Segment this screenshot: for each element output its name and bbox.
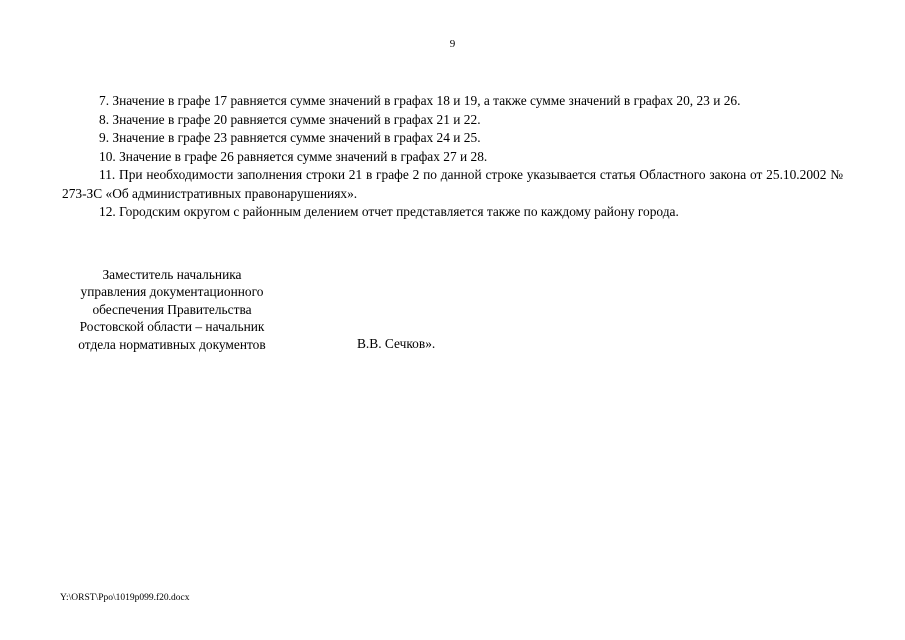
signatory-position-line: Заместитель начальника <box>102 267 242 282</box>
document-body <box>62 92 843 222</box>
paragraph-12: 12. Городским округом с районным делением отчет представляется также по каждому району города. <box>99 204 679 219</box>
signatory-position-line: Ростовской области – начальник <box>79 319 265 335</box>
signatory-position <box>52 266 292 353</box>
paragraph-11: 11. При необходимости заполнения строки 21 в графе 2 по данной строке указывается статья Областного закона от 25.10.2002 № 273-ЗС «Об административных правонарушениях». <box>62 167 843 201</box>
paragraph-9: 9. Значение в графе 23 равняется сумме значений в графах 24 и 25. <box>99 130 481 145</box>
paragraph-8: 8. Значение в графе 20 равняется сумме значений в графах 21 и 22. <box>99 111 481 127</box>
paragraph-10: 10. Значение в графе 26 равняется сумме значений в графах 27 и 28. <box>99 148 488 164</box>
paragraph-7: 7. Значение в графе 17 равняется сумме значений в графах 18 и 19, а также сумме значений в графах 20, 23 и 26. <box>99 93 741 108</box>
footer-file-path: Y:\ORST\Ppo\1019p099.f20.docx <box>60 593 190 603</box>
signatory-position-line: отдела нормативных документов <box>78 336 266 352</box>
page-number: 9 <box>449 38 456 50</box>
signatory-name: В.В. Сечков». <box>357 336 436 351</box>
signatory-position-line: обеспечения Правительства <box>92 301 252 317</box>
signatory-position-line: управления документационного <box>80 284 264 300</box>
